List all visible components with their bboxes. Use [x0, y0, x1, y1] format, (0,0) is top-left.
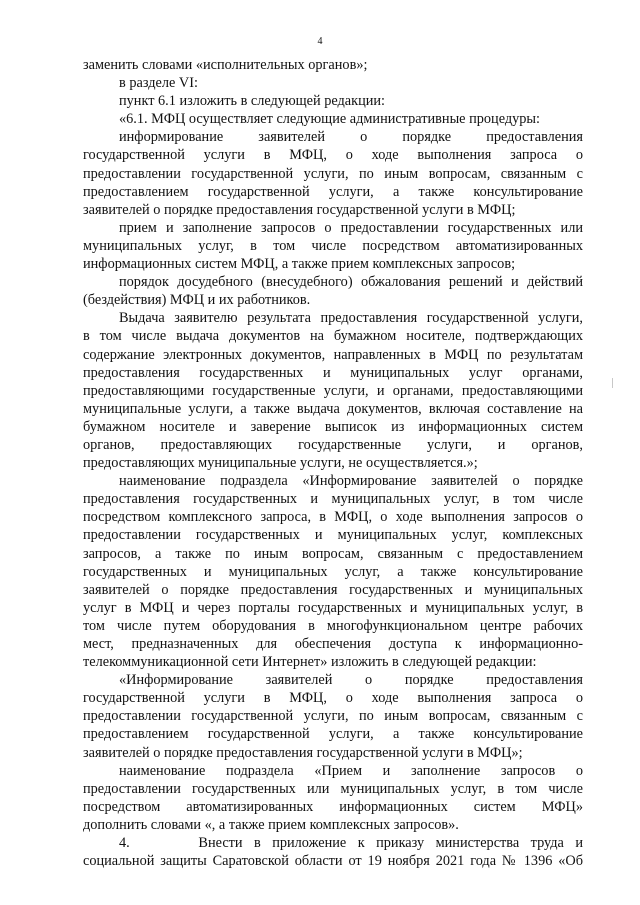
text-line: пункт 6.1 изложить в следующей редакции: — [119, 93, 386, 110]
text-line: заявителей о порядке предоставления государственной услуги в МФЦ; — [83, 201, 516, 218]
text-line: том числе путем оборудования в многофункциональном центре рабочих — [83, 617, 583, 634]
text-line: бумажном носителе и заверение выписок из информационных систем — [83, 418, 583, 435]
text-line: посредством автоматизированных информационных систем МФЦ» — [83, 798, 583, 815]
text-line: информирование заявителей о порядке предоставления — [119, 129, 583, 146]
text-line: в разделе VI: — [119, 75, 198, 92]
text-line: Выдача заявителю результата предоставления государственной услуги, — [119, 310, 583, 327]
text-line: органов, предоставляющих государственные услуги, и органов, — [83, 436, 583, 453]
text-line: в том числе выдача документов на бумажном носителе, подтверждающих — [83, 328, 583, 345]
text-line: предоставления государственных и муниципальных услуг органами, — [83, 364, 583, 381]
text-line: посредством комплексного запроса, в МФЦ, о ходе выполнения запросов о — [83, 509, 583, 526]
text-line: содержание электронных документов, направленных в МФЦ по результатам — [83, 346, 583, 363]
text-line: заявителей о порядке предоставления государственных и муниципальных — [83, 581, 583, 598]
text-line: прием и заполнение запросов о предоставлении государственных или — [119, 219, 583, 236]
text-line: предоставлением государственной услуги, а также консультирование — [83, 726, 583, 743]
document-body — [83, 56, 583, 870]
text-line: телекоммуникационной сети Интернет» изложить в следующей редакции: — [83, 654, 537, 671]
text-line: «6.1. МФЦ осуществляет следующие административные процедуры: — [119, 111, 541, 128]
text-line: наименование подраздела «Прием и заполнение запросов о — [119, 762, 583, 779]
text-line: запросов, а также по иным вопросам, связанным с предоставлением — [83, 545, 583, 562]
text-line: государственной услуги в МФЦ, о ходе выполнения запроса о — [83, 690, 583, 707]
page-number: 4 — [317, 36, 323, 47]
text-line: дополнить словами «, а также прием комплексных запросов». — [83, 816, 459, 833]
text-line: (бездействия) МФЦ и их работников. — [83, 292, 311, 309]
text-line: предоставлении государственных и муниципальных услуг, комплексных — [83, 527, 583, 544]
text-line: муниципальные услуги, а также выдача документов, включая составление на — [83, 400, 583, 417]
text-line: предоставлении государственной услуги, по иным вопросам, связанным с — [83, 165, 583, 182]
text-line: информационных систем МФЦ, а также прием комплексных запросов; — [83, 256, 516, 273]
text-line: предоставлением государственной услуги, а также консультирование — [83, 183, 583, 200]
text-line: 4. Внести в приложение к приказу министерства труда и — [119, 835, 583, 852]
text-line: услуг в МФЦ и через порталы государственных и муниципальных услуг, в — [83, 599, 583, 616]
text-line: предоставлении государственных или муниципальных услуг, в том числе — [83, 780, 583, 797]
text-line: заявителей о порядке предоставления государственной услуги в МФЦ»; — [83, 744, 523, 761]
text-line: муниципальных услуг, в том числе посредством автоматизированных — [83, 237, 583, 254]
text-line: предоставляющих муниципальные услуги, не осуществляется.»; — [83, 455, 478, 472]
text-line: государственной услуги в МФЦ, о ходе выполнения запроса о — [83, 147, 583, 164]
text-line: порядок досудебного (внесудебного) обжалования решений и действий — [119, 274, 583, 291]
text-line: мест, предназначенных для обеспечения доступа к информационно- — [83, 636, 583, 652]
text-line: «Информирование заявителей о порядке предоставления — [119, 672, 583, 689]
text-line: предоставлении государственной услуги, по иным вопросам, связанным с — [83, 708, 583, 725]
text-line: государственных и муниципальных услуг, а также консультирование — [83, 563, 583, 580]
text-line: предоставления государственных и муниципальных услуг, в том числе — [83, 491, 583, 508]
text-line: социальной защиты Саратовской области от 19 ноября 2021 года № 1396 «Об — [83, 853, 583, 870]
text-line: заменить словами «исполнительных органов»; — [83, 57, 368, 73]
margin-mark — [612, 378, 613, 388]
text-line: предоставляющими государственные услуги, и органами, предоставляющими — [83, 382, 583, 399]
text-line: наименование подраздела «Информирование заявителей о порядке — [119, 473, 583, 490]
